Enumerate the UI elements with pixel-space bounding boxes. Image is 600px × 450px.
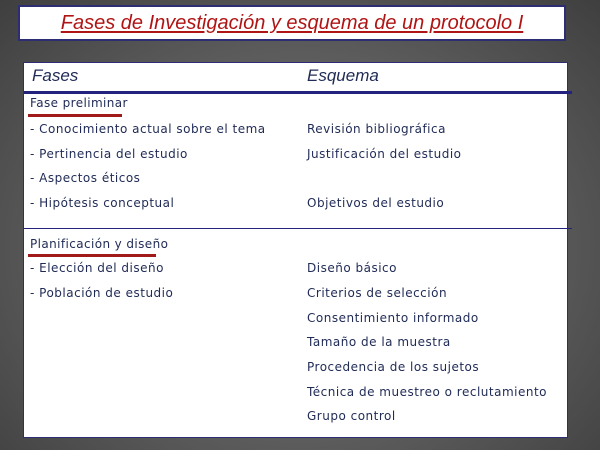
scheme-item: Diseño básico [307, 261, 397, 275]
scheme-item: Criterios de selección [307, 286, 448, 300]
section-underline [28, 254, 156, 257]
section-divider [24, 228, 572, 229]
scheme-item: Revisión bibliográfica [307, 122, 446, 136]
scheme-item: Grupo control [307, 409, 396, 423]
section-heading-planificacion: Planificación y diseño [30, 237, 169, 251]
phase-item: - Conocimiento actual sobre el tema [30, 122, 266, 136]
scheme-item: Justificación del estudio [307, 147, 462, 161]
scheme-item: Técnica de muestreo o reclutamiento [307, 385, 547, 399]
scheme-item: Consentimiento informado [307, 311, 479, 325]
protocol-table [23, 62, 568, 438]
phase-item: - Población de estudio [30, 286, 174, 300]
phase-item: - Pertinencia del estudio [30, 147, 188, 161]
header-divider [24, 91, 572, 94]
phase-item: - Elección del diseño [30, 261, 164, 275]
section-heading-fase-preliminar: Fase preliminar [30, 96, 128, 110]
phase-item: - Hipótesis conceptual [30, 196, 175, 210]
scheme-item: Objetivos del estudio [307, 196, 445, 210]
scheme-item: Procedencia de los sujetos [307, 360, 480, 374]
phase-item: - Aspectos éticos [30, 171, 141, 185]
section-underline [28, 114, 122, 117]
scheme-item: Tamaño de la muestra [307, 335, 451, 349]
header-esquema: Esquema [307, 66, 379, 85]
header-fases: Fases [32, 66, 79, 85]
slide-title: Fases de Investigación y esquema de un protocolo I [60, 11, 524, 34]
slide-title-box [18, 5, 566, 41]
